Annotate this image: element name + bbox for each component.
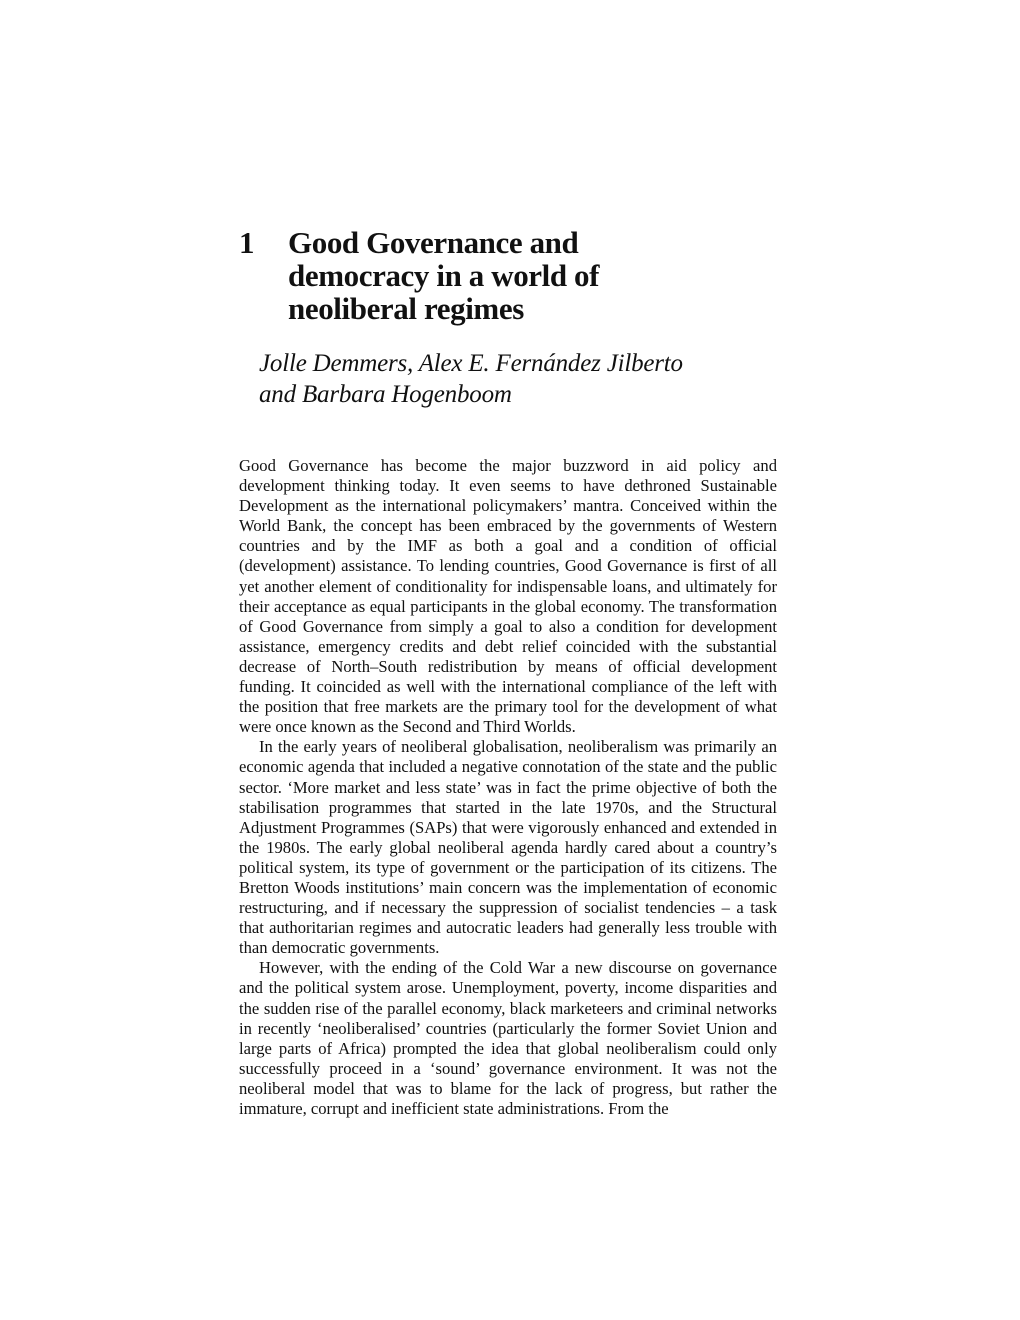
chapter-title: Good Governance and democracy in a world of neoliberal regimes: [288, 225, 600, 326]
paragraph-3: However, with the ending of the Cold War a new discourse on governance and the political system arose. Unemployment, poverty, income disparities and the sudden rise of the parallel economy, black marketeers and criminal networks in recently ‘neoliberalised’ countries (particularly the former Soviet Union and large parts of Africa) prompted the idea that global neoliberalism could only successfully proceed in a ‘sound’ governance environment. It was not the neoliberal model that was to blame for the lack of progress, but rather the immature, corrupt and inefficient state administrations. From the: [239, 958, 777, 1118]
paragraph-2: In the early years of neoliberal globalisation, neoliberalism was primarily an economic agenda that included a negative connotation of the state and the public sector. ‘More market and less state’ was in fact the prime objective of both the stabilisation programmes that started in the late 1970s, and the Structural Adjustment Programmes (SAPs) that were vigorously enhanced and extended in the 1980s. The early global neoliberal agenda hardly cared about a country’s political system, its type of government or the participation of its citizens. The Bretton Woods institutions’ main concern was the implementation of economic restructuring, and if necessary the suppression of socialist tendencies – a task that authoritarian regimes and autocratic leaders had generally less trouble with than democratic governments.: [239, 737, 777, 958]
chapter-number: 1: [239, 225, 255, 260]
chapter-body: [239, 456, 777, 1119]
paragraph-1: Good Governance has become the major buzzword in aid policy and development thinking today. It even seems to have dethroned Sustainable Development as the international policymakers’ mantra. Conceived within the World Bank, the concept has been embraced by the governments of Western countries and by the IMF as both a goal and a condition of official (development) assistance. To lending countries, Good Governance is first of all yet another element of conditionality for indispensable loans, and ultimately for their acceptance as equal participants in the global economy. The transformation of Good Governance from simply a goal to also a condition for development assistance, emergency credits and debt relief coincided with the substantial decrease of North–South redistribution by means of official development funding. It coincided as well with the international compliance of the left with the position that free markets are the primary tool for the development of what were once known as the Second and Third Worlds.: [239, 456, 777, 737]
chapter-authors: Jolle Demmers, Alex E. Fernández Jilberto and Barbara Hogenboom: [259, 350, 683, 408]
